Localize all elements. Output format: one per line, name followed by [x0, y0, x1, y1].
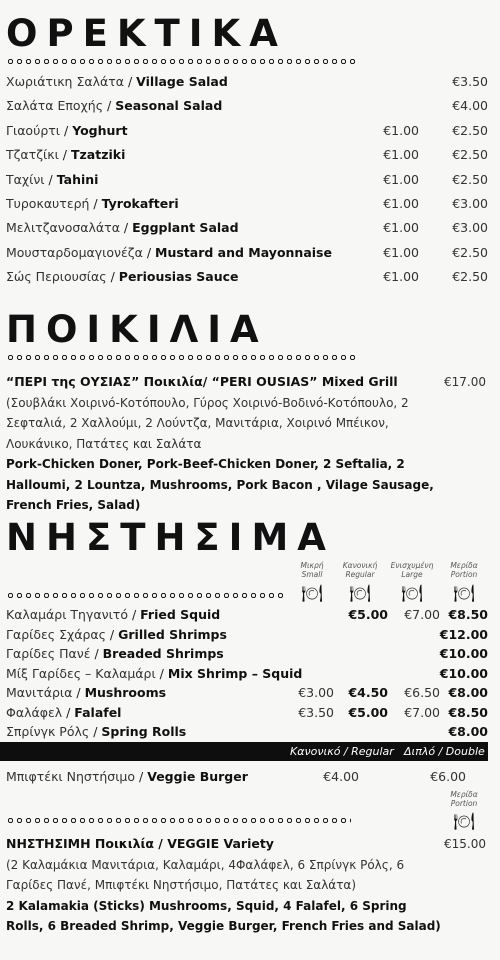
- price-regular: €5.00: [348, 607, 388, 622]
- item-name-gr: Μανιτάρια: [6, 685, 73, 700]
- item-name-gr: Φαλάφελ: [6, 704, 63, 720]
- size-header-portion: Μερίδα Portion: [450, 561, 478, 579]
- fork-plate-knife-icon: 🍽: [453, 812, 475, 832]
- price-large: €2.50: [452, 147, 488, 163]
- dotted-divider: [6, 58, 356, 65]
- menu-row: Μανιτάρια / Mushrooms €3.00 €4.50 €6.50 €8.00: [6, 683, 486, 703]
- dotted-divider: [6, 592, 286, 599]
- fork-plate-knife-icon: 🍽: [349, 584, 371, 604]
- item-name-en: Periousias Sauce: [118, 269, 239, 285]
- menu-row: Γαρίδες Σχάρας / Grilled Shrimps €12.00: [6, 625, 486, 645]
- menu-row: Καλαμάρι Τηγανιτό / Fried Squid €5.00 €7.00 €8.50: [6, 605, 486, 625]
- price-small: €1.00: [383, 171, 419, 187]
- menu-row: Μελιτζανοσαλάτα / Eggplant Salad €1.00 €3.00: [6, 218, 486, 238]
- size-header-portion: Μερίδα Portion: [450, 790, 478, 808]
- veggie-variety-description-gr: (2 Καλαμάκια Μανιτάρια, Καλαμάρι, 4Φαλάφελ, 6 Σπρίνγκ Ρόλς, 6 Γαρίδες Πανέ, Μπιφτέκι Νηστήσιμο, Πατάτες και Σαλάτα): [6, 857, 405, 892]
- item-name-en: Village Salad: [136, 74, 228, 89]
- item-name-en: Yoghurt: [72, 122, 128, 138]
- price-small: €3.50: [298, 704, 334, 720]
- item-name-gr: Μπιφτέκι Νηστήσιμο: [6, 769, 136, 784]
- item-name-gr: Γιαούρτι: [6, 122, 61, 138]
- item-name-en: Tzatziki: [71, 147, 126, 163]
- item-name-en: Tahini: [56, 171, 99, 187]
- dotted-divider: [6, 817, 351, 824]
- burger-size-bar: [0, 742, 488, 761]
- mixed-grill-description-en: Pork-Chicken Doner, Pork-Beef-Chicken Doner, 2 Seftalia, 2 Halloumi, 2 Lountza, Mushrooms, Pork Bacon , Vilage Sausage, French Fries, Salad): [6, 457, 434, 512]
- item-name-gr: Γαρίδες Σχάρας: [6, 626, 106, 642]
- item-name-gr: Ταχίνι: [6, 171, 45, 187]
- menu-row: Ταχίνι / Tahini €1.00 €2.50: [6, 170, 486, 190]
- price-portion: €12.00: [439, 626, 488, 642]
- item-name-en: Breaded Shrimps: [102, 646, 224, 661]
- price-portion: €8.00: [448, 724, 488, 739]
- item-name-en: Mix Shrimp – Squid: [167, 665, 303, 681]
- price-portion: €8.00: [448, 685, 488, 700]
- size-header-large: Ενισχυμένη Large: [390, 561, 434, 579]
- bar-label-regular: Κανονικό / Regular: [290, 745, 394, 758]
- size-header-regular: Κανονική Regular: [342, 561, 378, 579]
- veggie-variety-item: [6, 834, 486, 937]
- mixed-grill-description-gr: (Σουβλάκι Χοιρινό-Κοτόπουλο, Γύρος Χοιρινό-Βοδινό-Κοτόπουλο, 2 Σεφταλιά, 2 Χαλλούμι, 2 Λούντζα, Μανιτάρια, Χοιρινό Μπέικον, Λουκάνικο, Πατάτες και Σαλάτα: [6, 395, 409, 451]
- bar-label-double: Διπλό / Double: [404, 745, 485, 758]
- item-name-en: Mushrooms: [84, 685, 167, 700]
- menu-row-veggie-burger: Μπιφτέκι Νηστήσιμο / Veggie Burger €4.00 €6.00: [6, 767, 486, 787]
- item-name-gr: Τζατζίκι: [6, 147, 59, 163]
- menu-row: Μουσταρδομαγιονέζα / Mustard and Mayonnaise €1.00 €2.50: [6, 243, 486, 263]
- price-small: €1.00: [383, 122, 419, 138]
- item-name-en: Spring Rolls: [101, 724, 187, 739]
- fork-plate-knife-icon: 🍽: [401, 584, 423, 604]
- price-small: €3.00: [298, 685, 334, 700]
- item-name-gr: Σαλάτα Εποχής: [6, 98, 104, 114]
- item-name-gr: Τυροκαυτερή: [6, 196, 90, 211]
- menu-row: Σώς Περιουσίας / Periousias Sauce €1.00 €2.50: [6, 267, 486, 287]
- price-large: €3.50: [452, 74, 488, 89]
- price-small: €1.00: [383, 269, 419, 285]
- price-small: €1.00: [383, 220, 419, 236]
- price-regular: €4.00: [323, 769, 359, 784]
- menu-row: Τυροκαυτερή / Tyrokafteri €1.00 €3.00: [6, 194, 486, 214]
- item-name-gr: Γαρίδες Πανέ: [6, 646, 91, 661]
- section-title-nistisima: ΝΗΣΤΗΣΙΜΑ: [6, 516, 335, 559]
- menu-row: Τζατζίκι / Tzatziki €1.00 €2.50: [6, 145, 486, 165]
- item-name-en: Tyrokafteri: [101, 196, 179, 211]
- menu-row: Φαλάφελ / Falafel €3.50 €5.00 €7.00 €8.50: [6, 703, 486, 723]
- item-name-gr: Μίξ Γαρίδες – Καλαμάρι: [6, 665, 156, 681]
- item-name-en: Eggplant Salad: [132, 220, 239, 236]
- fork-plate-knife-icon: 🍽: [301, 584, 323, 604]
- item-name-en: Grilled Shrimps: [118, 626, 227, 642]
- dotted-divider: [6, 354, 356, 361]
- veggie-variety-price: €15.00: [444, 837, 486, 851]
- mixed-grill-heading: “ΠΕΡΙ της ΟΥΣΙΑΣ” Ποικιλία/ “PERI OUSIAS” Mixed Grill: [6, 374, 398, 389]
- item-name-gr: Σπρίνγκ Ρόλς: [6, 724, 90, 739]
- price-double: €6.00: [430, 769, 466, 784]
- item-name-gr: Μελιτζανοσαλάτα: [6, 220, 120, 236]
- price-small: €1.00: [383, 244, 419, 260]
- fork-plate-knife-icon: 🍽: [453, 584, 475, 604]
- price-portion: €10.00: [439, 665, 488, 681]
- item-name-gr: Καλαμάρι Τηγανιτό: [6, 607, 128, 622]
- mixed-grill-item: [6, 372, 486, 516]
- price-regular: €4.50: [348, 685, 388, 700]
- price-large: €7.00: [404, 607, 440, 622]
- section-title-orektika: ΟΡΕΚΤΙΚΑ: [6, 12, 287, 55]
- price-large: €2.50: [452, 122, 488, 138]
- price-large: €3.00: [452, 220, 488, 236]
- price-portion: €10.00: [439, 646, 488, 661]
- menu-row: Χωριάτικη Σαλάτα / Village Salad €3.50: [6, 72, 486, 92]
- item-name-en: Veggie Burger: [147, 769, 248, 784]
- price-large: €2.50: [452, 171, 488, 187]
- price-portion: €8.50: [448, 607, 488, 622]
- veggie-variety-description-en: 2 Kalamakia (Sticks) Mushrooms, Squid, 4 Falafel, 6 Spring Rolls, 6 Breaded Shrimp, Veggie Burger, French Fries and Salad): [6, 898, 441, 933]
- item-name-en: Mustard and Mayonnaise: [155, 244, 332, 260]
- menu-row: Σπρίνγκ Ρόλς / Spring Rolls €8.00: [6, 722, 486, 742]
- price-large: €3.00: [452, 196, 488, 211]
- item-name-en: Fried Squid: [140, 607, 221, 622]
- price-regular: €5.00: [348, 704, 388, 720]
- menu-row: Γιαούρτι / Yoghurt €1.00 €2.50: [6, 121, 486, 141]
- item-name-gr: Σώς Περιουσίας: [6, 269, 107, 285]
- veggie-variety-heading: ΝΗΣΤΗΣΙΜΗ Ποικιλία / VEGGIE Variety: [6, 836, 274, 851]
- price-small: €1.00: [383, 196, 419, 211]
- mixed-grill-price: €17.00: [444, 375, 486, 389]
- item-name-gr: Μουσταρδομαγιονέζα: [6, 244, 143, 260]
- price-large: €6.50: [404, 685, 440, 700]
- price-small: €1.00: [383, 147, 419, 163]
- price-portion: €8.50: [448, 704, 488, 720]
- section-title-poikilia: ΠΟΙΚΙΛΙΑ: [6, 308, 268, 351]
- price-large: €2.50: [452, 244, 488, 260]
- menu-row: Μίξ Γαρίδες – Καλαμάρι / Mix Shrimp – Squid €10.00: [6, 664, 486, 684]
- item-name-en: Falafel: [74, 704, 122, 720]
- price-large: €4.00: [452, 98, 488, 114]
- size-header-small: Μικρή Small: [300, 561, 324, 579]
- menu-row: Γαρίδες Πανέ / Breaded Shrimps €10.00: [6, 644, 486, 664]
- price-large: €2.50: [452, 269, 488, 285]
- item-name-en: Seasonal Salad: [115, 98, 223, 114]
- price-large: €7.00: [404, 704, 440, 720]
- menu-row: Σαλάτα Εποχής / Seasonal Salad €4.00: [6, 96, 486, 116]
- item-name-gr: Χωριάτικη Σαλάτα: [6, 74, 124, 89]
